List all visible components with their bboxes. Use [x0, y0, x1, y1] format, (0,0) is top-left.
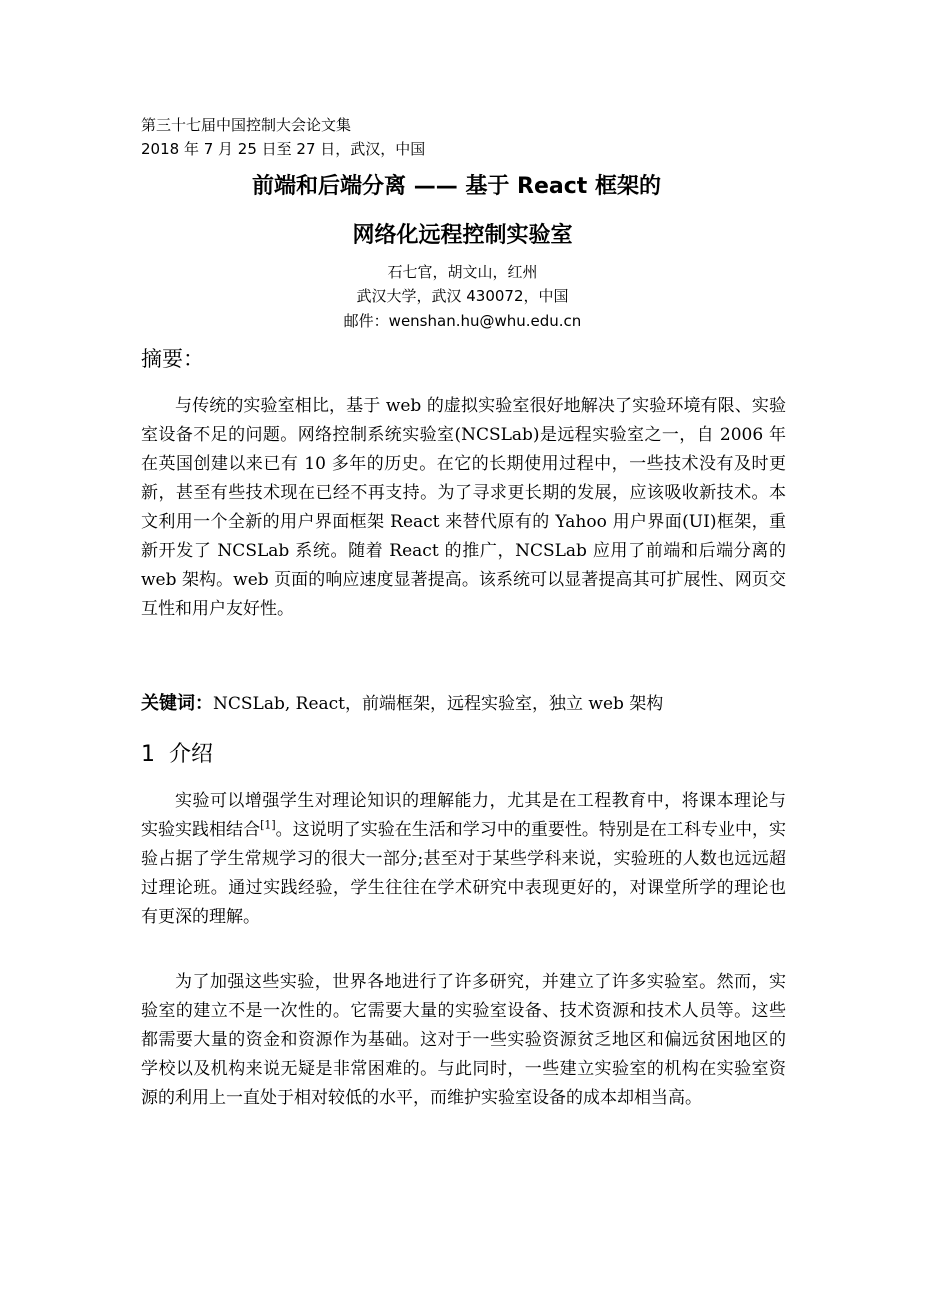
intro-paragraph-1-part-b: 。这说明了实验在生活和学习中的重要性。特别是在工科专业中，实验占据了学生常规学习的很大一部分;甚至对于某些学科来说，实验班的人数也远远超过理论班。通过实践经验，学生往往在学术研究中表现更好的，对课堂所学的理论也有更深的理解。 [141, 820, 786, 927]
section-heading [141, 739, 213, 771]
keywords [141, 690, 663, 718]
author-affiliation: 武汉大学，武汉 430072，中国 [356, 287, 569, 305]
section-title: 介绍 [169, 742, 214, 767]
abstract-heading: 摘要： [141, 347, 204, 371]
author-names: 石七官，胡文山，红州 [387, 263, 538, 281]
citation-1[interactable]: [1] [260, 818, 276, 832]
intro-paragraph-1-part-a: 实验可以增强学生对理论知识的理解能力，尤其是在工程教育中，将课本理论与实验实践相结合 [141, 791, 786, 840]
paper-title-line-1: 前端和后端分离 —— 基于 React 框架的 [252, 174, 661, 199]
section-number: 1 [141, 742, 155, 767]
author-email: 邮件：wenshan.hu@whu.edu.cn [343, 312, 582, 330]
intro-paragraph-2: 为了加强这些实验，世界各地进行了许多研究，并建立了许多实验室。然而，实验室的建立不是一次性的。它需要大量的实验室设备、技术资源和技术人员等。这些都需要大量的资金和资源作为基础。这对于一些实验资源贫乏地区和偏远贫困地区的学校以及机构来说无疑是非常困难的。与此同时，一些建立实验室的机构在实验室资源的利用上一直处于相对较低的水平，而维护实验室设备的成本却相当高。 [141, 972, 786, 1108]
paper-title-line-2: 网络化远程控制实验室 [352, 223, 573, 248]
proceedings-name: 第三十七届中国控制大会论文集 [141, 116, 352, 134]
keywords-label: 关键词： [141, 693, 213, 714]
abstract-text: 与传统的实验室相比，基于 web 的虚拟实验室很好地解决了实验环境有限、实验室设备不足的问题。网络控制系统实验室(NCSLab)是远程实验室之一，自 2006 年在英国创建以来已有 10 多年的历史。在它的长期使用过程中，一些技术没有及时更新，甚至有些技术现在已经不再支持。为了寻求更长期的发展，应该吸收新技术。本文利用一个全新的用户界面框架 React 来替代原有的 Yahoo 用户界面(UI)框架，重新开发了 NCSLab 系统。随着 React 的推广，NCSLab 应用了前端和后端分离的 web 架构。web 页面的响应速度显著提高。该系统可以显著提高其可扩展性、网页交互性和用户友好性。 [141, 396, 786, 619]
conference-date-location: 2018 年 7 月 25 日至 27 日，武汉，中国 [141, 140, 426, 158]
intro-paragraph-1 [141, 787, 786, 932]
keywords-text: NCSLab, React，前端框架，远程实验室，独立 web 架构 [213, 694, 664, 714]
